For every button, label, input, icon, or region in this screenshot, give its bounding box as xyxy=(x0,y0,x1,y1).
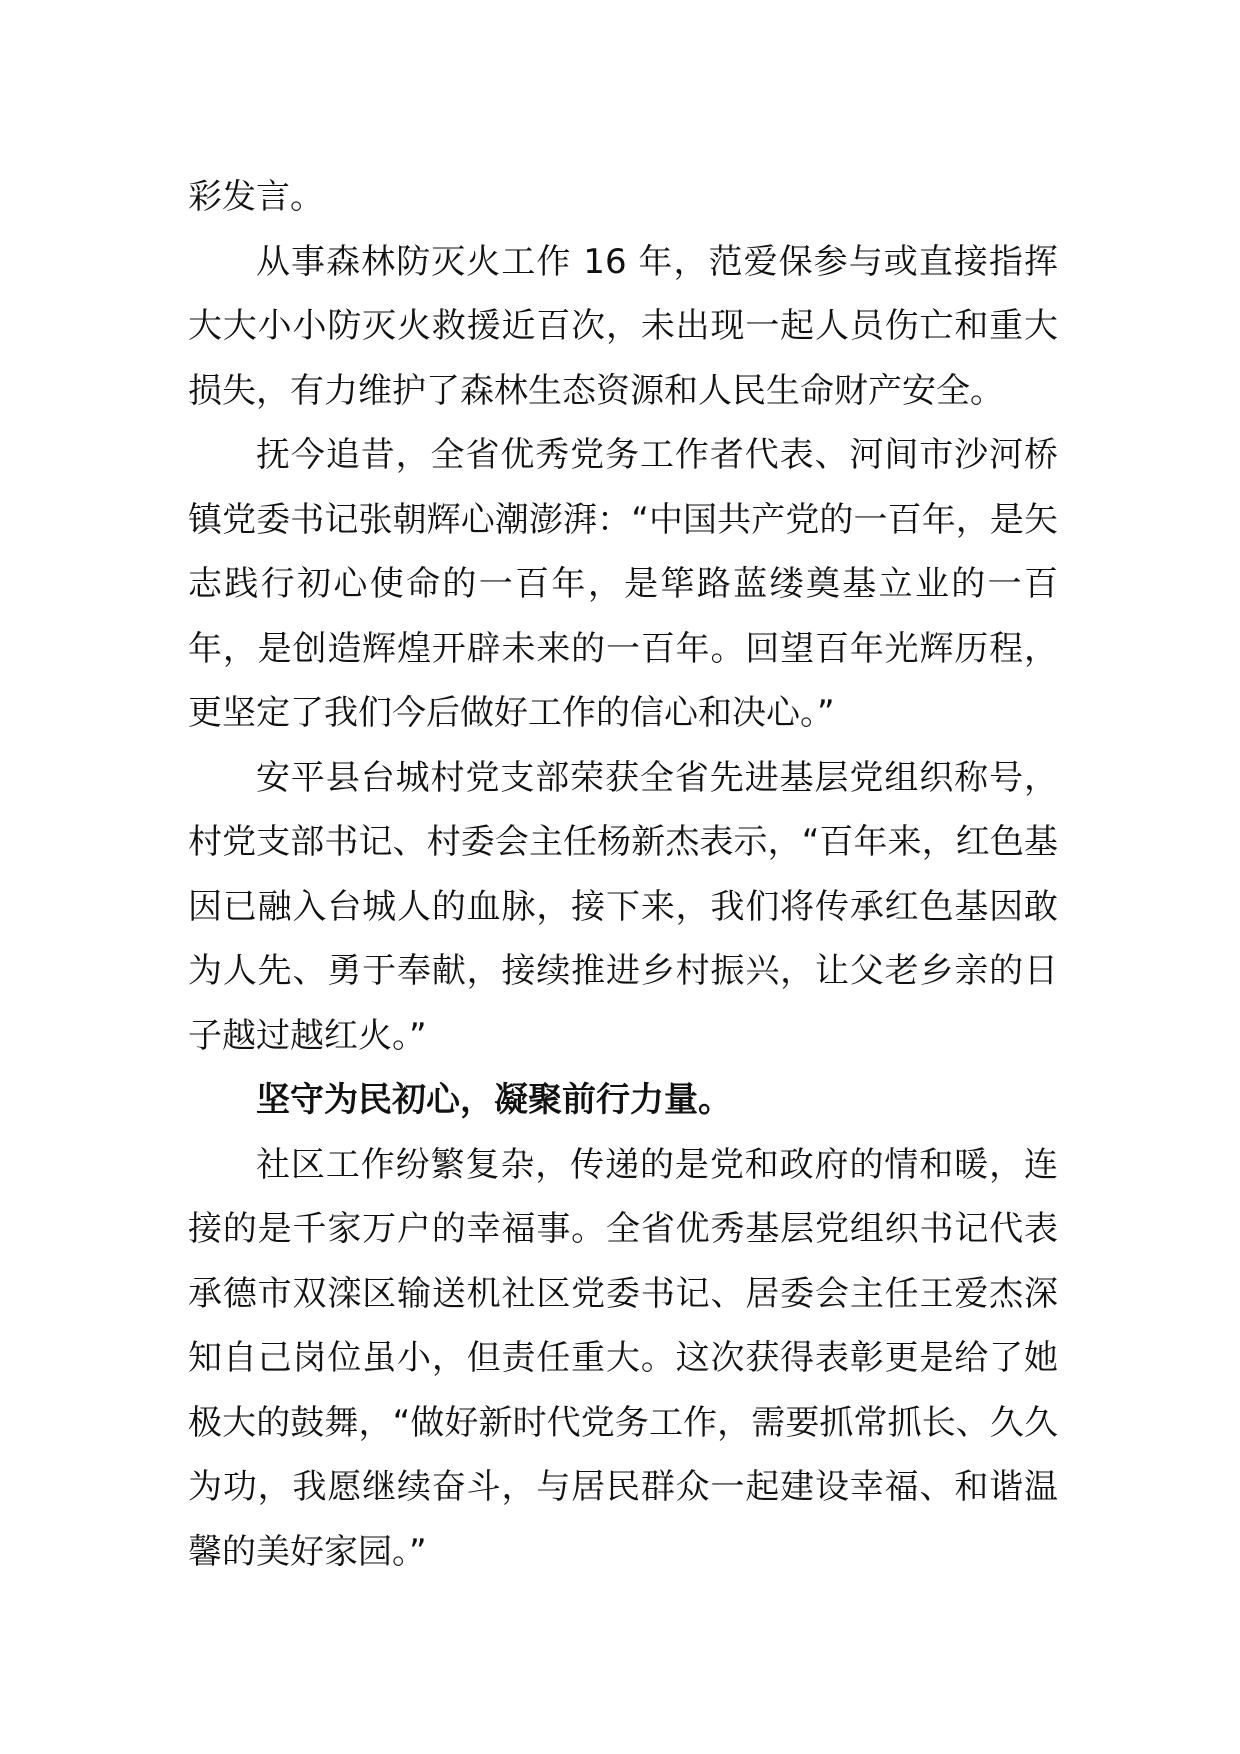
paragraph-zhang-chaohui: 抚今追昔，全省优秀党务工作者代表、河间市沙河桥镇党委书记张朝辉心潮澎湃：“中国共产党的一百年，是矢志践行初心使命的一百年，是筚路蓝缕奠基立业的一百年，是创造辉煌开辟未来的一百年。回望百年光辉历程，更坚定了我们今后做好工作的信心和决心。” xyxy=(188,435,1058,733)
paragraph-taicheng-village: 安平县台城村党支部荣获全省先进基层党组织称号，村党支部书记、村委会主任杨新杰表示，“百年来，红色基因已融入台城人的血脉，接下来，我们将传承红色基因敢为人先、勇于奉献，接续推进乡村振兴，让父老乡亲的日子越过越红火。” xyxy=(188,757,1058,1056)
paragraph-fire-prevention: 从事森林防灭火工作 16 年，范爱保参与或直接指挥大大小小防灭火救援近百次，未出现一起人员伤亡和重大损失，有力维护了森林生态资源和人民生命财产安全。 xyxy=(188,241,1058,411)
paragraph-continuation: 彩发言。 xyxy=(188,177,324,217)
article-body xyxy=(188,165,1058,1584)
section-heading: 坚守为民初心，凝聚前行力量。 xyxy=(256,1080,732,1120)
paragraph-community-work: 社区工作纷繁复杂，传递的是党和政府的情和暖，连接的是千家万户的幸福事。全省优秀基层党组织书记代表承德市双滦区输送机社区党委书记、居委会主任王爱杰深知自己岗位虽小，但责任重大。这次获得表彰更是给了她极大的鼓舞，“做好新时代党务工作，需要抓常抓长、久久为功，我愿继续奋斗，与居民群众一起建设幸福、和谐温馨的美好家园。” xyxy=(188,1144,1058,1572)
